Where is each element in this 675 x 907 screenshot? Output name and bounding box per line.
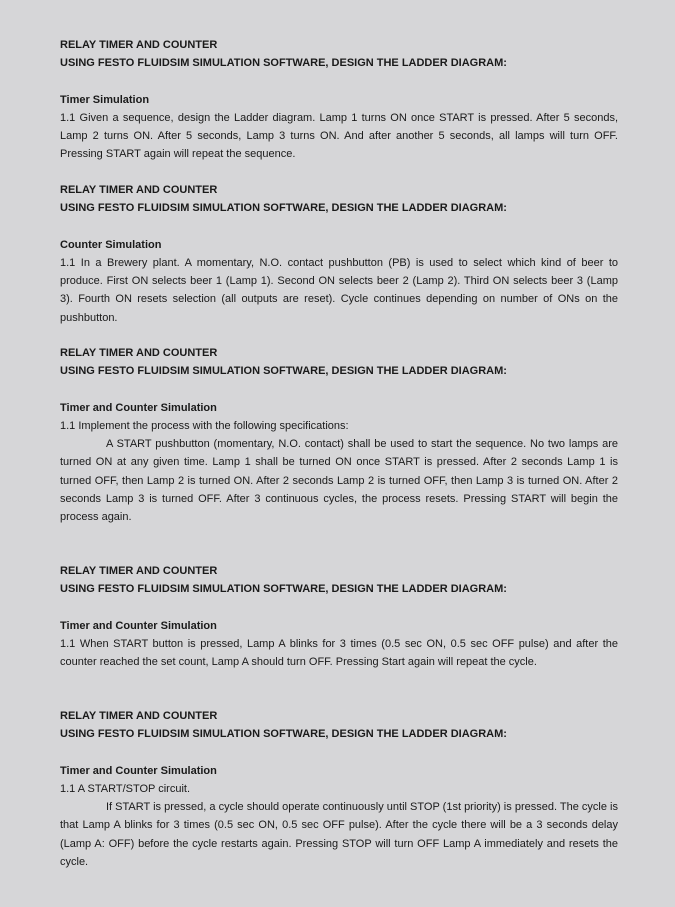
section-paragraph: 1.1 Implement the process with the following specifications: bbox=[60, 420, 349, 432]
section-header: RELAY TIMER AND COUNTER bbox=[60, 347, 218, 359]
section-paragraph: 1.1 In a Brewery plant. A momentary, N.O. contact pushbutton (PB) is used to select which kind of beer to produce. First ON selects beer 1 (Lamp 1). Second ON selects beer 2 (Lamp 2). Third ON selects beer 3 (Lamp 3). Fourth ON resets selection (all outputs are reset). Cycle continues depending on number of ONs on the pushbutton. bbox=[60, 257, 618, 324]
section-paragraph: A START pushbutton (momentary, N.O. contact) shall be used to start the sequence. No two lamps are turned ON at any given time. Lamp 1 shall be turned ON once START is pressed. After 2 seconds Lamp 1 is turned OFF, then Lamp 2 is turned ON. After 2 seconds Lamp 2 is turned OFF, then Lamp 3 is turned ON. After 2 seconds Lamp 3 is turned OFF. After 3 continuous cycles, the process resets. Pressing START will begin the process again. bbox=[60, 438, 618, 524]
section-title: Counter Simulation bbox=[60, 239, 162, 251]
section-paragraph: 1.1 Given a sequence, design the Ladder diagram. Lamp 1 turns ON once START is pressed. After 5 seconds, Lamp 2 turns ON. After 5 seconds, Lamp 3 turns ON. And after another 5 seconds, all lamps will turn OFF. Pressing START again will repeat the sequence. bbox=[60, 112, 618, 161]
section-subheader: USING FESTO FLUIDSIM SIMULATION SOFTWARE, DESIGN THE LADDER DIAGRAM: bbox=[60, 365, 507, 377]
section-title: Timer and Counter Simulation bbox=[60, 620, 217, 632]
section-timer-simulation bbox=[60, 36, 618, 164]
section-timer-counter-simulation-2 bbox=[60, 562, 618, 671]
section-title: Timer and Counter Simulation bbox=[60, 765, 217, 777]
section-paragraph: If START is pressed, a cycle should operate continuously until STOP (1st priority) is pressed. The cycle is that Lamp A blinks for 3 times (0.5 sec ON, 0.5 sec OFF pulse). After the cycle there will be a 3 seconds delay (Lamp A: OFF) before the cycle restarts again. Pressing STOP will turn OFF Lamp A immediately and resets the cycle. bbox=[60, 801, 618, 868]
section-subheader: USING FESTO FLUIDSIM SIMULATION SOFTWARE, DESIGN THE LADDER DIAGRAM: bbox=[60, 583, 507, 595]
section-paragraph: 1.1 When START button is pressed, Lamp A blinks for 3 times (0.5 sec ON, 0.5 sec OFF pulse) and after the counter reached the set count, Lamp A should turn OFF. Pressing Start again will repeat the cycle. bbox=[60, 638, 618, 669]
section-title: Timer Simulation bbox=[60, 94, 150, 106]
section-timer-counter-simulation-1 bbox=[60, 344, 618, 526]
section-paragraph: 1.1 A START/STOP circuit. bbox=[60, 783, 191, 795]
section-subheader: USING FESTO FLUIDSIM SIMULATION SOFTWARE, DESIGN THE LADDER DIAGRAM: bbox=[60, 57, 507, 69]
section-title: Timer and Counter Simulation bbox=[60, 402, 217, 414]
section-timer-counter-simulation-3 bbox=[60, 707, 618, 871]
section-header: RELAY TIMER AND COUNTER bbox=[60, 710, 218, 722]
section-header: RELAY TIMER AND COUNTER bbox=[60, 565, 218, 577]
section-header: RELAY TIMER AND COUNTER bbox=[60, 184, 218, 196]
section-counter-simulation bbox=[60, 181, 618, 327]
section-subheader: USING FESTO FLUIDSIM SIMULATION SOFTWARE, DESIGN THE LADDER DIAGRAM: bbox=[60, 202, 507, 214]
section-subheader: USING FESTO FLUIDSIM SIMULATION SOFTWARE, DESIGN THE LADDER DIAGRAM: bbox=[60, 728, 507, 740]
section-header: RELAY TIMER AND COUNTER bbox=[60, 39, 218, 51]
